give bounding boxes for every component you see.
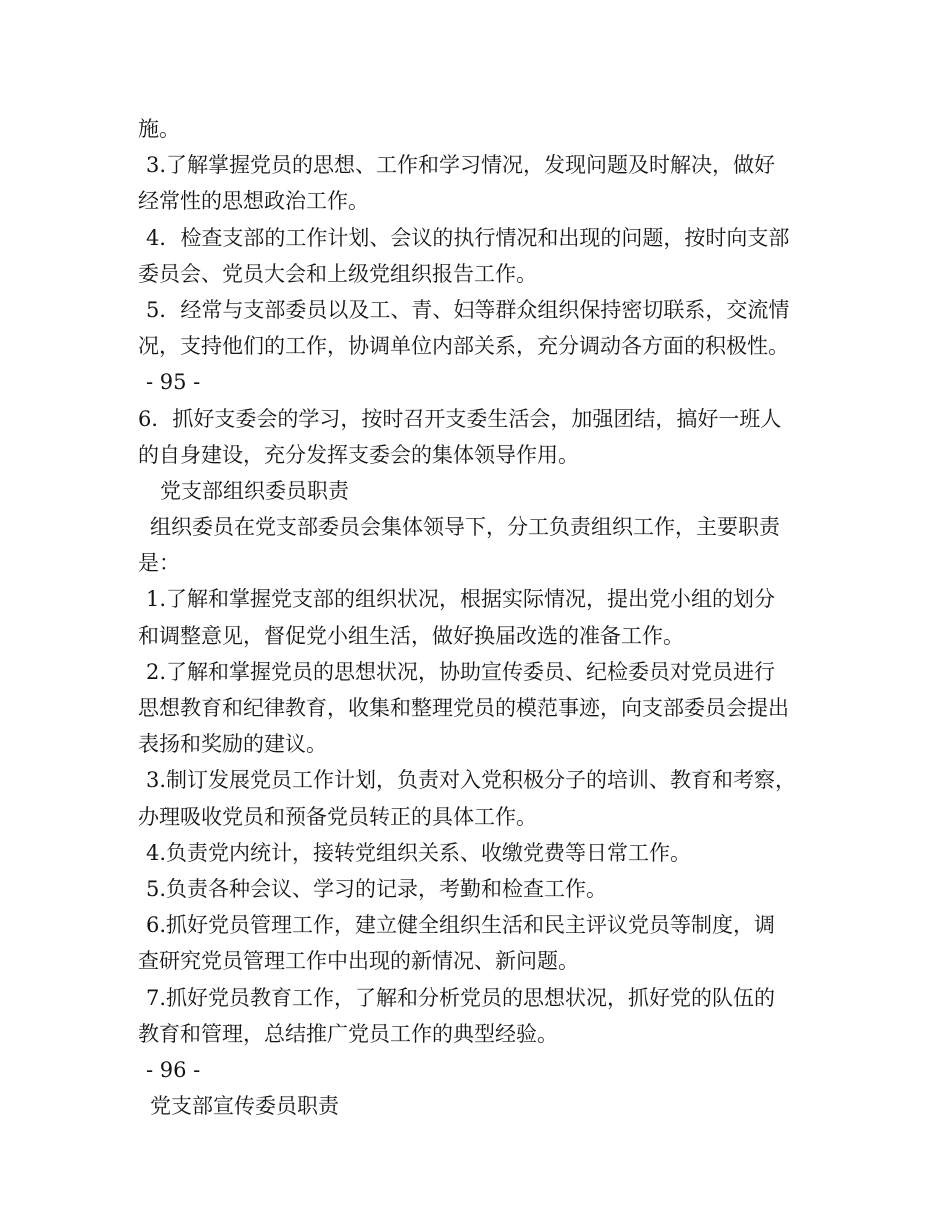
text-line: 思想教育和纪律教育，收集和整理党员的模范事迹，向支部委员会提出: [138, 696, 789, 720]
page-number: - 95 -: [146, 370, 201, 395]
text-line: 办理吸收党员和预备党员转正的具体工作。: [138, 804, 537, 829]
document-body: [138, 111, 828, 1124]
text-line: 况，支持他们的工作，协调单位内部关系，充分调动各方面的积极性。: [138, 334, 789, 359]
text-line: 4．检查支部的工作计划、会议的执行情况和出现的问题，按时向支部: [146, 225, 790, 250]
text-line: 施。: [138, 117, 180, 141]
text-line: 1.了解和掌握党支部的组织状况，根据实际情况，提出党小组的划分: [146, 587, 776, 612]
text-line: 5．经常与支部委员以及工、青、妇等群众组织保持密切联系，交流情: [146, 297, 790, 322]
text-line: 和调整意见，督促党小组生活，做好换届改选的准备工作。: [138, 623, 684, 648]
text-line: 4.负责党内统计，接转党组织关系、收缴党费等日常工作。: [146, 840, 692, 865]
text-line: 3.了解掌握党员的思想、工作和学习情况，发现问题及时解决，做好: [146, 153, 776, 178]
text-line: 3.制订发展党员工作计划，负责对入党积极分子的培训、教育和考察，: [146, 768, 797, 793]
text-line: 教育和管理，总结推广党员工作的典型经验。: [138, 1021, 558, 1046]
text-line: 组织委员在党支部委员会集体领导下，分工负责组织工作，主要职责: [150, 515, 780, 540]
text-line: 6．抓好支委会的学习，按时召开支委生活会，加强团结，搞好一班人: [138, 406, 782, 431]
text-line: 2.了解和掌握党员的思想状况，协助宣传委员、纪检委员对党员进行: [146, 659, 776, 684]
text-line: 查研究党员管理工作中出现的新情况、新问题。: [138, 949, 579, 974]
text-line: 5.负责各种会议、学习的记录，考勤和检查工作。: [146, 876, 608, 901]
text-line: 的自身建设，充分发挥支委会的集体领导作用。: [138, 442, 579, 467]
page-number: - 96 -: [146, 1057, 201, 1082]
text-line: 7.抓好党员教育工作，了解和分析党员的思想状况，抓好党的队伍的: [146, 985, 776, 1010]
section-heading: 党支部宣传委员职责: [150, 1094, 339, 1119]
text-line: 是：: [138, 551, 180, 576]
text-line: 委员会、党员大会和上级党组织报告工作。: [138, 261, 537, 286]
text-line: 6.抓好党员管理工作，建立健全组织生活和民主评议党员等制度，调: [146, 913, 776, 938]
text-line: 经常性的思想政治工作。: [138, 189, 369, 214]
section-heading: 党支部组织委员职责: [160, 478, 349, 503]
text-line: 表扬和奖励的建议。: [138, 732, 327, 757]
